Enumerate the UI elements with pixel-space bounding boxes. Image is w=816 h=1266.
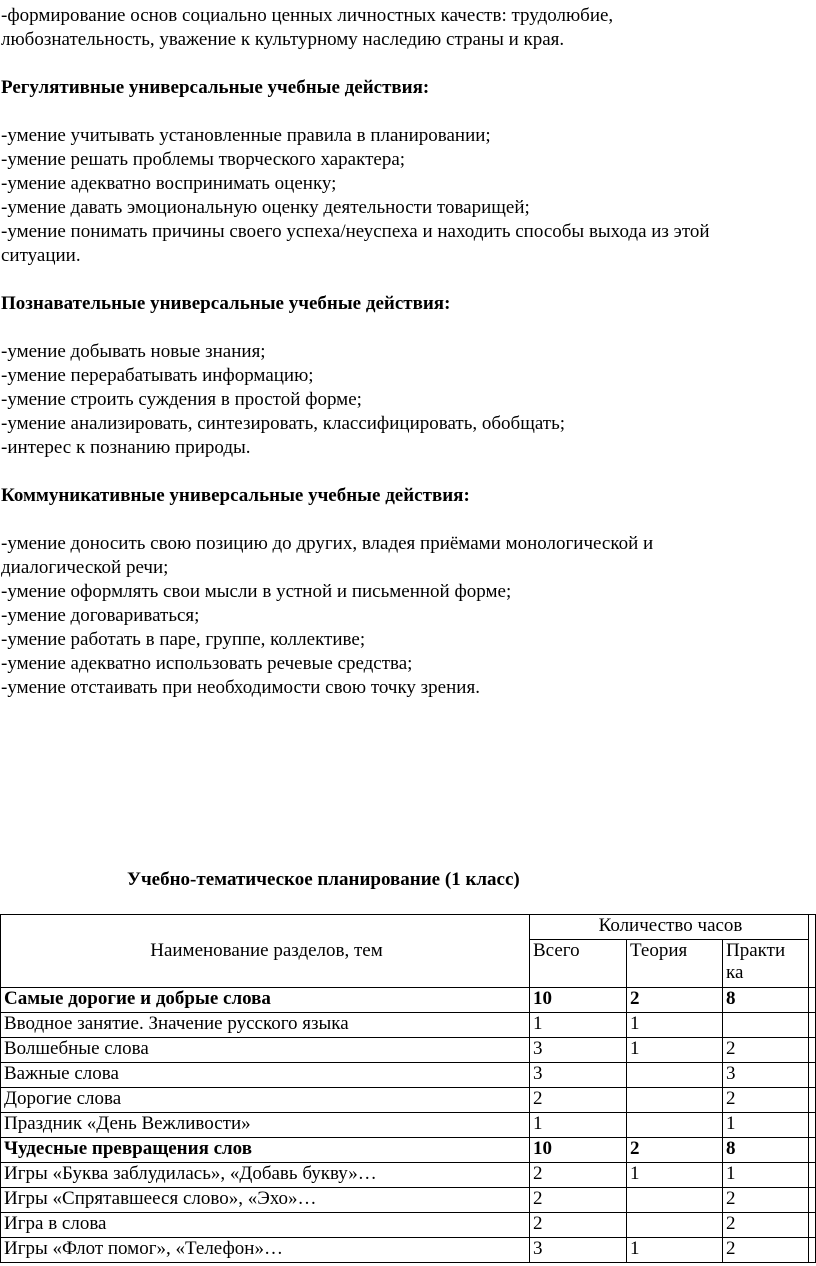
list-item: -умение понимать причины своего успеха/неуспеха и находить способы выхода из этой bbox=[1, 221, 710, 242]
total-hours-cell: 2 bbox=[530, 1163, 627, 1188]
list-item: -умение анализировать, синтезировать, классифицировать, обобщать; bbox=[1, 413, 566, 434]
total-hours-cell: 1 bbox=[530, 1013, 627, 1038]
practice-hours-cell: 3 bbox=[723, 1063, 809, 1088]
practice-hours-cell: 1 bbox=[723, 1113, 809, 1138]
practice-hours-cell: 2 bbox=[723, 1238, 809, 1263]
theory-hours-cell bbox=[627, 1113, 723, 1138]
practice-hours-cell: 2 bbox=[723, 1188, 809, 1213]
table-edge-cell bbox=[809, 988, 816, 1013]
table-row bbox=[1, 1038, 816, 1063]
table-section-row bbox=[1, 1138, 816, 1163]
header-theory-cell: Теория bbox=[627, 940, 723, 988]
list-item: -умение добывать новые знания; bbox=[1, 341, 266, 362]
practice-hours-cell: 2 bbox=[723, 1088, 809, 1113]
table-row bbox=[1, 1013, 816, 1038]
list-item: -умение адекватно использовать речевые средства; bbox=[1, 653, 413, 674]
table-edge-cell bbox=[809, 1213, 816, 1238]
theory-hours-cell: 1 bbox=[627, 1013, 723, 1038]
list-item: -умение оформлять свои мысли в устной и письменной форме; bbox=[1, 581, 512, 602]
table-edge-cell bbox=[809, 1188, 816, 1213]
theory-hours-cell: 1 bbox=[627, 1163, 723, 1188]
topic-cell: Волшебные слова bbox=[1, 1038, 530, 1063]
table-header-row bbox=[1, 915, 816, 940]
table-row bbox=[1, 1213, 816, 1238]
theory-hours-cell bbox=[627, 1213, 723, 1238]
table-edge-cell bbox=[809, 1238, 816, 1263]
theory-hours-cell bbox=[627, 1088, 723, 1113]
topic-cell: Игры «Флот помог», «Телефон»… bbox=[1, 1238, 530, 1263]
section-heading-regulative: Регулятивные универсальные учебные действия: bbox=[1, 77, 430, 98]
total-hours-cell: 2 bbox=[530, 1088, 627, 1113]
theory-hours-cell bbox=[627, 1063, 723, 1088]
total-hours-cell: 2 bbox=[530, 1213, 627, 1238]
topic-cell: Чудесные превращения слов bbox=[1, 1138, 530, 1163]
header-practice-part2: ка bbox=[726, 962, 744, 983]
topic-cell: Самые дорогие и добрые слова bbox=[1, 988, 530, 1013]
topic-cell: Игры «Спрятавшееся слово», «Эхо»… bbox=[1, 1188, 530, 1213]
total-hours-cell: 3 bbox=[530, 1063, 627, 1088]
list-item: -умение отстаивать при необходимости свою точку зрения. bbox=[1, 677, 480, 698]
topic-cell: Вводное занятие. Значение русского языка bbox=[1, 1013, 530, 1038]
table-row bbox=[1, 1063, 816, 1088]
section-heading-communicative: Коммуникативные универсальные учебные действия: bbox=[1, 485, 470, 506]
total-hours-cell: 3 bbox=[530, 1238, 627, 1263]
theory-hours-cell: 2 bbox=[627, 988, 723, 1013]
table-edge-cell bbox=[809, 1038, 816, 1063]
total-hours-cell: 2 bbox=[530, 1188, 627, 1213]
practice-hours-cell: 2 bbox=[723, 1213, 809, 1238]
list-item: -умение перерабатывать информацию; bbox=[1, 365, 314, 386]
table-edge-cell bbox=[809, 1088, 816, 1113]
table-section-row bbox=[1, 988, 816, 1013]
total-hours-cell: 10 bbox=[530, 988, 627, 1013]
table-edge-cell bbox=[809, 1013, 816, 1038]
table-edge-cell bbox=[809, 1063, 816, 1088]
table-edge-cell bbox=[809, 1138, 816, 1163]
table-row bbox=[1, 1188, 816, 1213]
practice-hours-cell bbox=[723, 1013, 809, 1038]
header-practice-cell bbox=[723, 940, 809, 988]
list-item: -умение договариваться; bbox=[1, 605, 200, 626]
list-item: -умение адекватно воспринимать оценку; bbox=[1, 173, 337, 194]
list-item: -умение учитывать установленные правила в планировании; bbox=[1, 125, 491, 146]
list-item: -умение доносить свою позицию до других, владея приёмами монологической и bbox=[1, 533, 654, 554]
list-item: -умение строить суждения в простой форме; bbox=[1, 389, 362, 410]
list-item: -умение решать проблемы творческого характера; bbox=[1, 149, 406, 170]
theory-hours-cell: 1 bbox=[627, 1038, 723, 1063]
list-item: -умение работать в паре, группе, коллективе; bbox=[1, 629, 366, 650]
table-row bbox=[1, 1088, 816, 1113]
header-hours-cell: Количество часов bbox=[530, 915, 809, 940]
practice-hours-cell: 8 bbox=[723, 1138, 809, 1163]
list-item: ситуации. bbox=[1, 245, 81, 266]
topic-cell: Важные слова bbox=[1, 1063, 530, 1088]
table-row bbox=[1, 1163, 816, 1188]
theory-hours-cell: 2 bbox=[627, 1138, 723, 1163]
table-row bbox=[1, 1238, 816, 1263]
topic-cell: Игры «Буква заблудилась», «Добавь букву»… bbox=[1, 1163, 530, 1188]
total-hours-cell: 10 bbox=[530, 1138, 627, 1163]
table-row bbox=[1, 1113, 816, 1138]
table-edge-cell bbox=[809, 1113, 816, 1138]
topic-cell: Праздник «День Вежливости» bbox=[1, 1113, 530, 1138]
topic-cell: Дорогие слова bbox=[1, 1088, 530, 1113]
plan-table bbox=[0, 914, 816, 1263]
intro-line: любознательность, уважение к культурному наследию страны и края. bbox=[1, 29, 565, 50]
topic-cell: Игра в слова bbox=[1, 1213, 530, 1238]
header-name-cell: Наименование разделов, тем bbox=[1, 915, 530, 988]
list-item: -умение давать эмоциональную оценку деятельности товарищей; bbox=[1, 197, 530, 218]
plan-title: Учебно-тематическое планирование (1 класс) bbox=[127, 869, 520, 890]
practice-hours-cell: 2 bbox=[723, 1038, 809, 1063]
intro-line: -формирование основ социально ценных личностных качеств: трудолюбие, bbox=[1, 5, 614, 26]
list-item: диалогической речи; bbox=[1, 557, 169, 578]
list-item: -интерес к познанию природы. bbox=[1, 437, 251, 458]
theory-hours-cell: 1 bbox=[627, 1238, 723, 1263]
header-practice-part1: Практи bbox=[726, 940, 786, 961]
total-hours-cell: 3 bbox=[530, 1038, 627, 1063]
total-hours-cell: 1 bbox=[530, 1113, 627, 1138]
practice-hours-cell: 8 bbox=[723, 988, 809, 1013]
table-edge-cell bbox=[809, 915, 816, 988]
section-heading-cognitive: Познавательные универсальные учебные действия: bbox=[1, 293, 451, 314]
header-total-cell: Всего bbox=[530, 940, 627, 988]
table-edge-cell bbox=[809, 1163, 816, 1188]
practice-hours-cell: 1 bbox=[723, 1163, 809, 1188]
theory-hours-cell bbox=[627, 1188, 723, 1213]
